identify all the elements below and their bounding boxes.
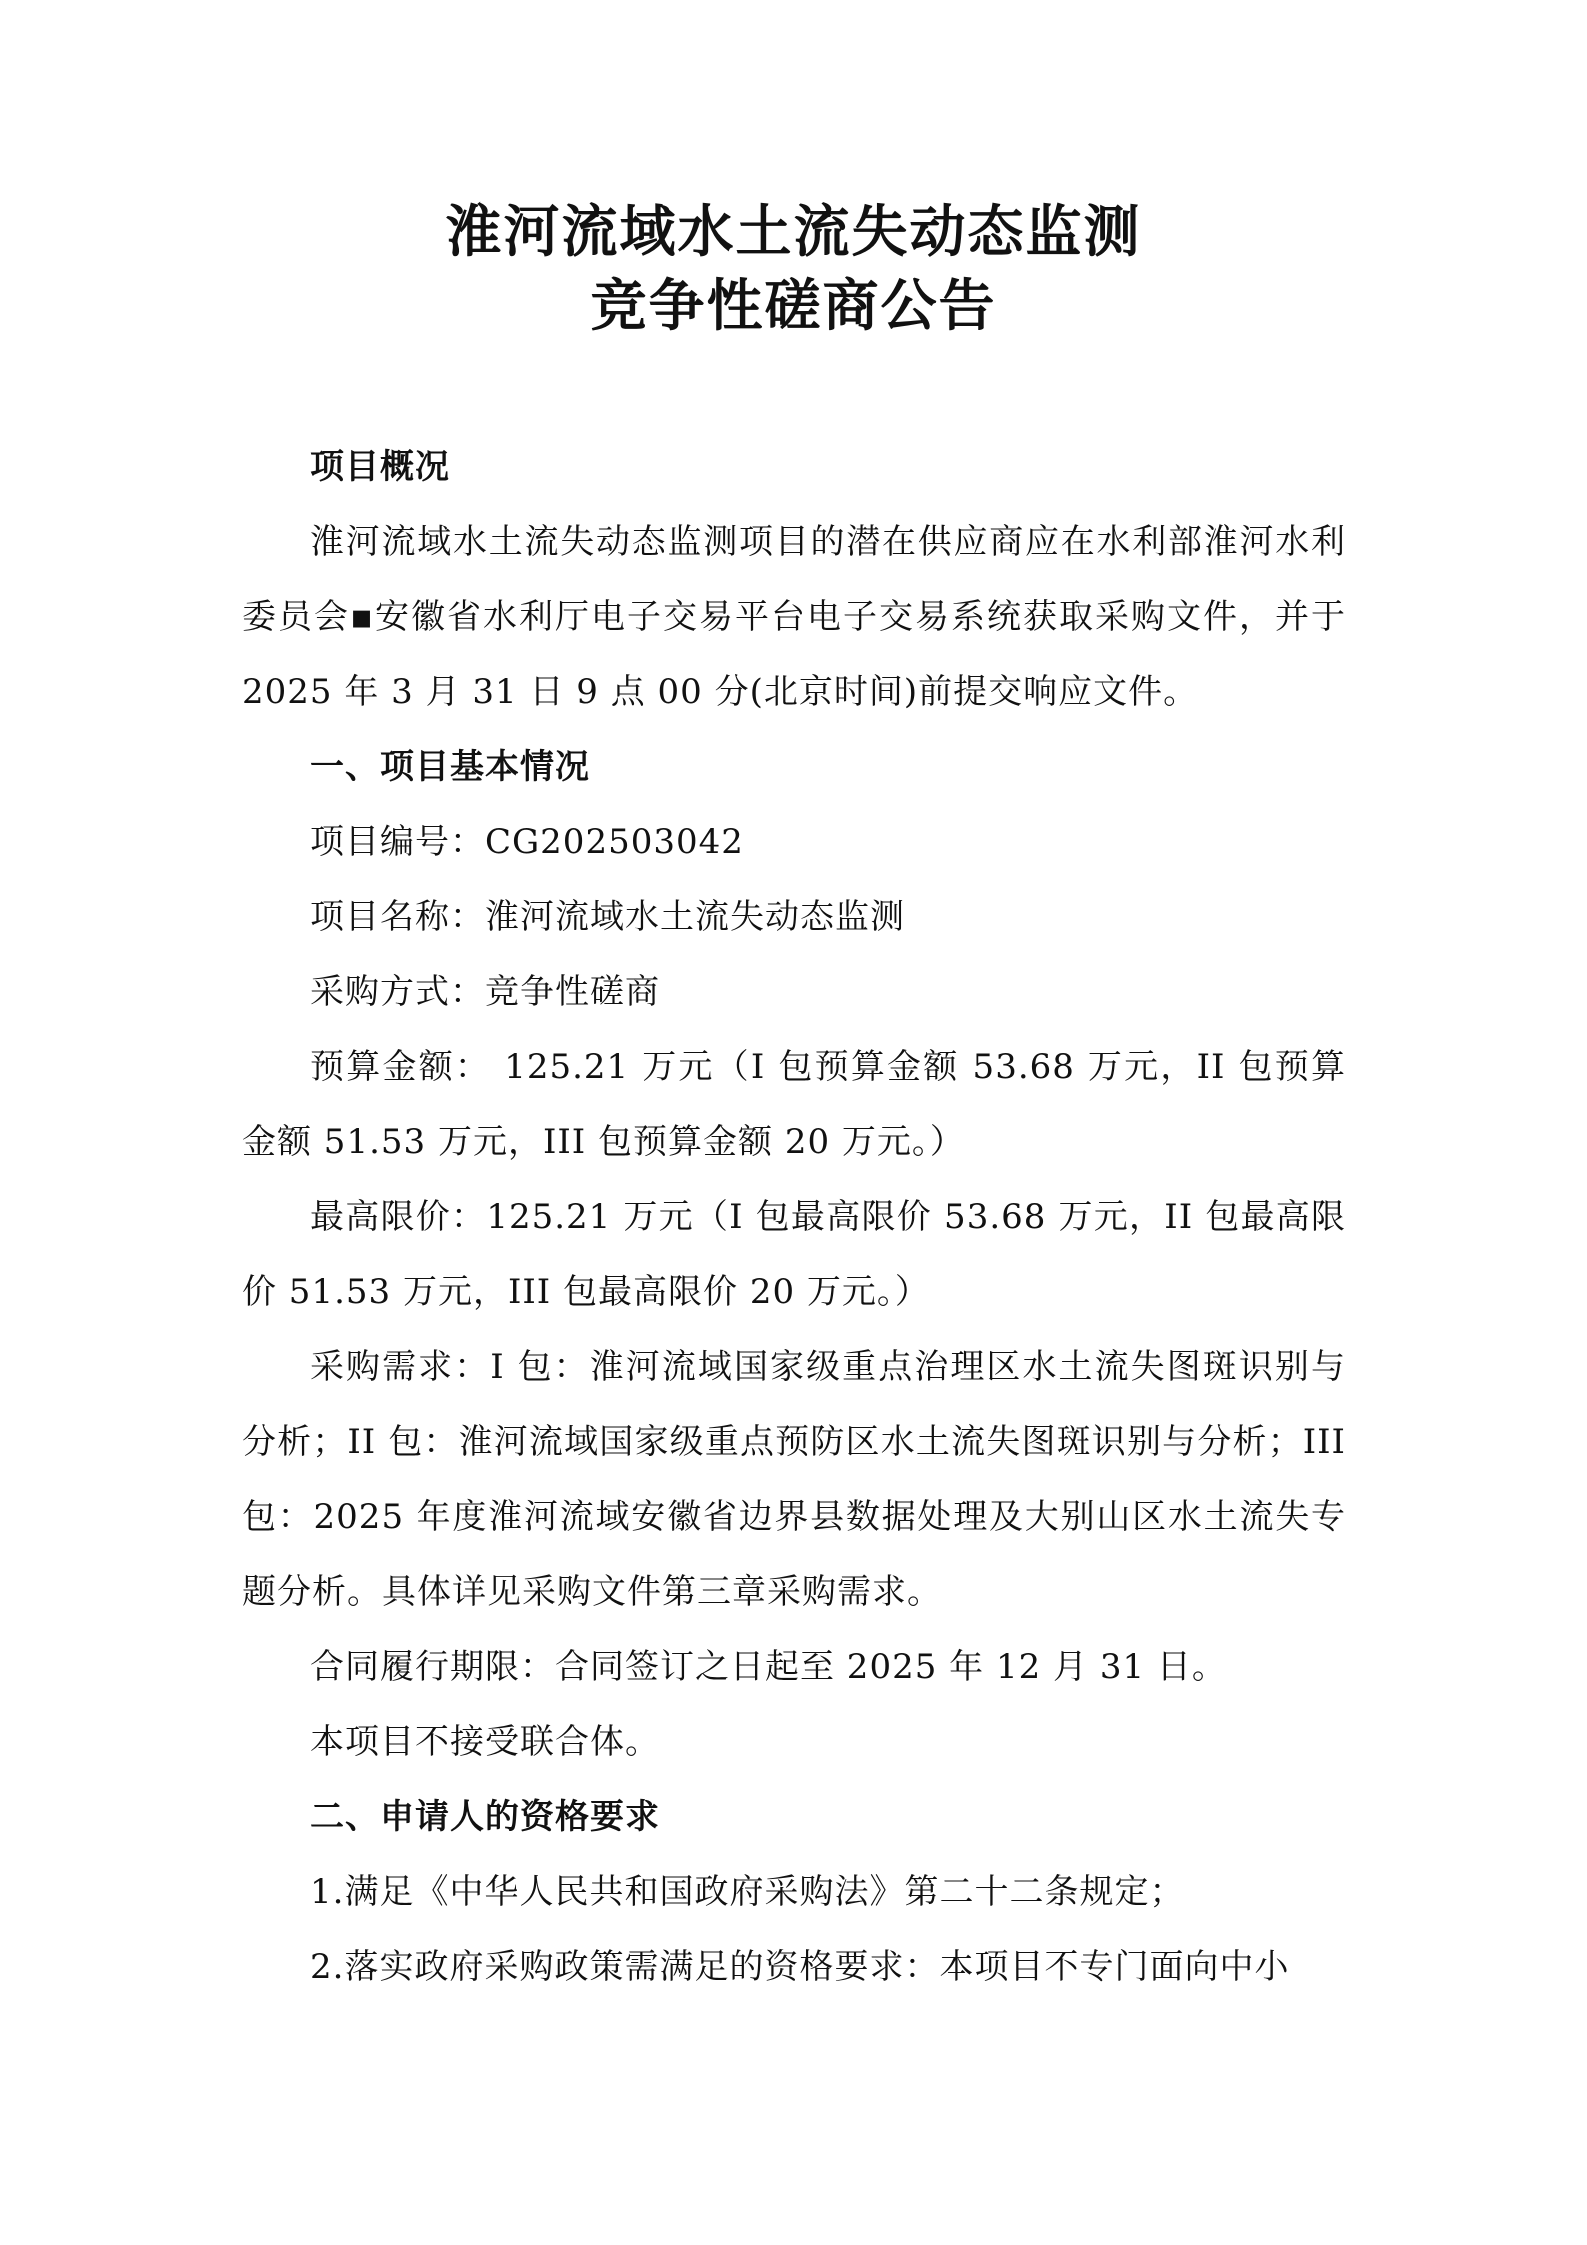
document-title-line1: 淮河流域水土流失动态监测 — [445, 199, 1142, 265]
section2-heading: 二、申请人的资格要求 — [310, 1797, 660, 1837]
qualification-item-1: 1.满足《中华人民共和国政府采购法》第二十二条规定； — [310, 1872, 1185, 1912]
consortium-note: 本项目不接受联合体。 — [310, 1722, 660, 1762]
project-number: 项目编号：CG202503042 — [310, 822, 744, 862]
procurement-method: 采购方式：竞争性磋商 — [310, 972, 660, 1012]
document-title-line2: 竞争性磋商公告 — [590, 273, 997, 339]
section1-heading: 一、项目基本情况 — [310, 747, 590, 787]
qualification-item-2: 2.落实政府采购政策需满足的资格要求：本项目不专门面向中小 — [310, 1947, 1290, 1987]
overview-paragraph: 淮河流域水土流失动态监测项目的潜在供应商应在水利部淮河水利委员会▪安徽省水利厅电子交易平台电子交易系统获取采购文件，并于 2025 年 3 月 31 日 9 点 00 分(北京时间)前提交响应文件。 — [242, 522, 1346, 712]
project-name: 项目名称：淮河流域水土流失动态监测 — [310, 897, 905, 937]
document-body — [242, 430, 1346, 2005]
contract-period: 合同履行期限：合同签订之日起至 2025 年 12 月 31 日。 — [310, 1647, 1227, 1687]
budget-amount: 预算金额： 125.21 万元（I 包预算金额 53.68 万元，II 包预算金额 51.53 万元，III 包预算金额 20 万元。） — [242, 1047, 1346, 1162]
overview-heading: 项目概况 — [310, 447, 450, 487]
max-price: 最高限价：125.21 万元（I 包最高限价 53.68 万元，II 包最高限价 51.53 万元，III 包最高限价 20 万元。） — [242, 1197, 1346, 1312]
procurement-requirements: 采购需求：I 包：淮河流域国家级重点治理区水土流失图斑识别与分析；II 包：淮河流域国家级重点预防区水土流失图斑识别与分析；III 包：2025 年度淮河流域安徽省边界县数据处理及大别山区水土流失专题分析。具体详见采购文件第三章采购需求。 — [242, 1347, 1346, 1612]
